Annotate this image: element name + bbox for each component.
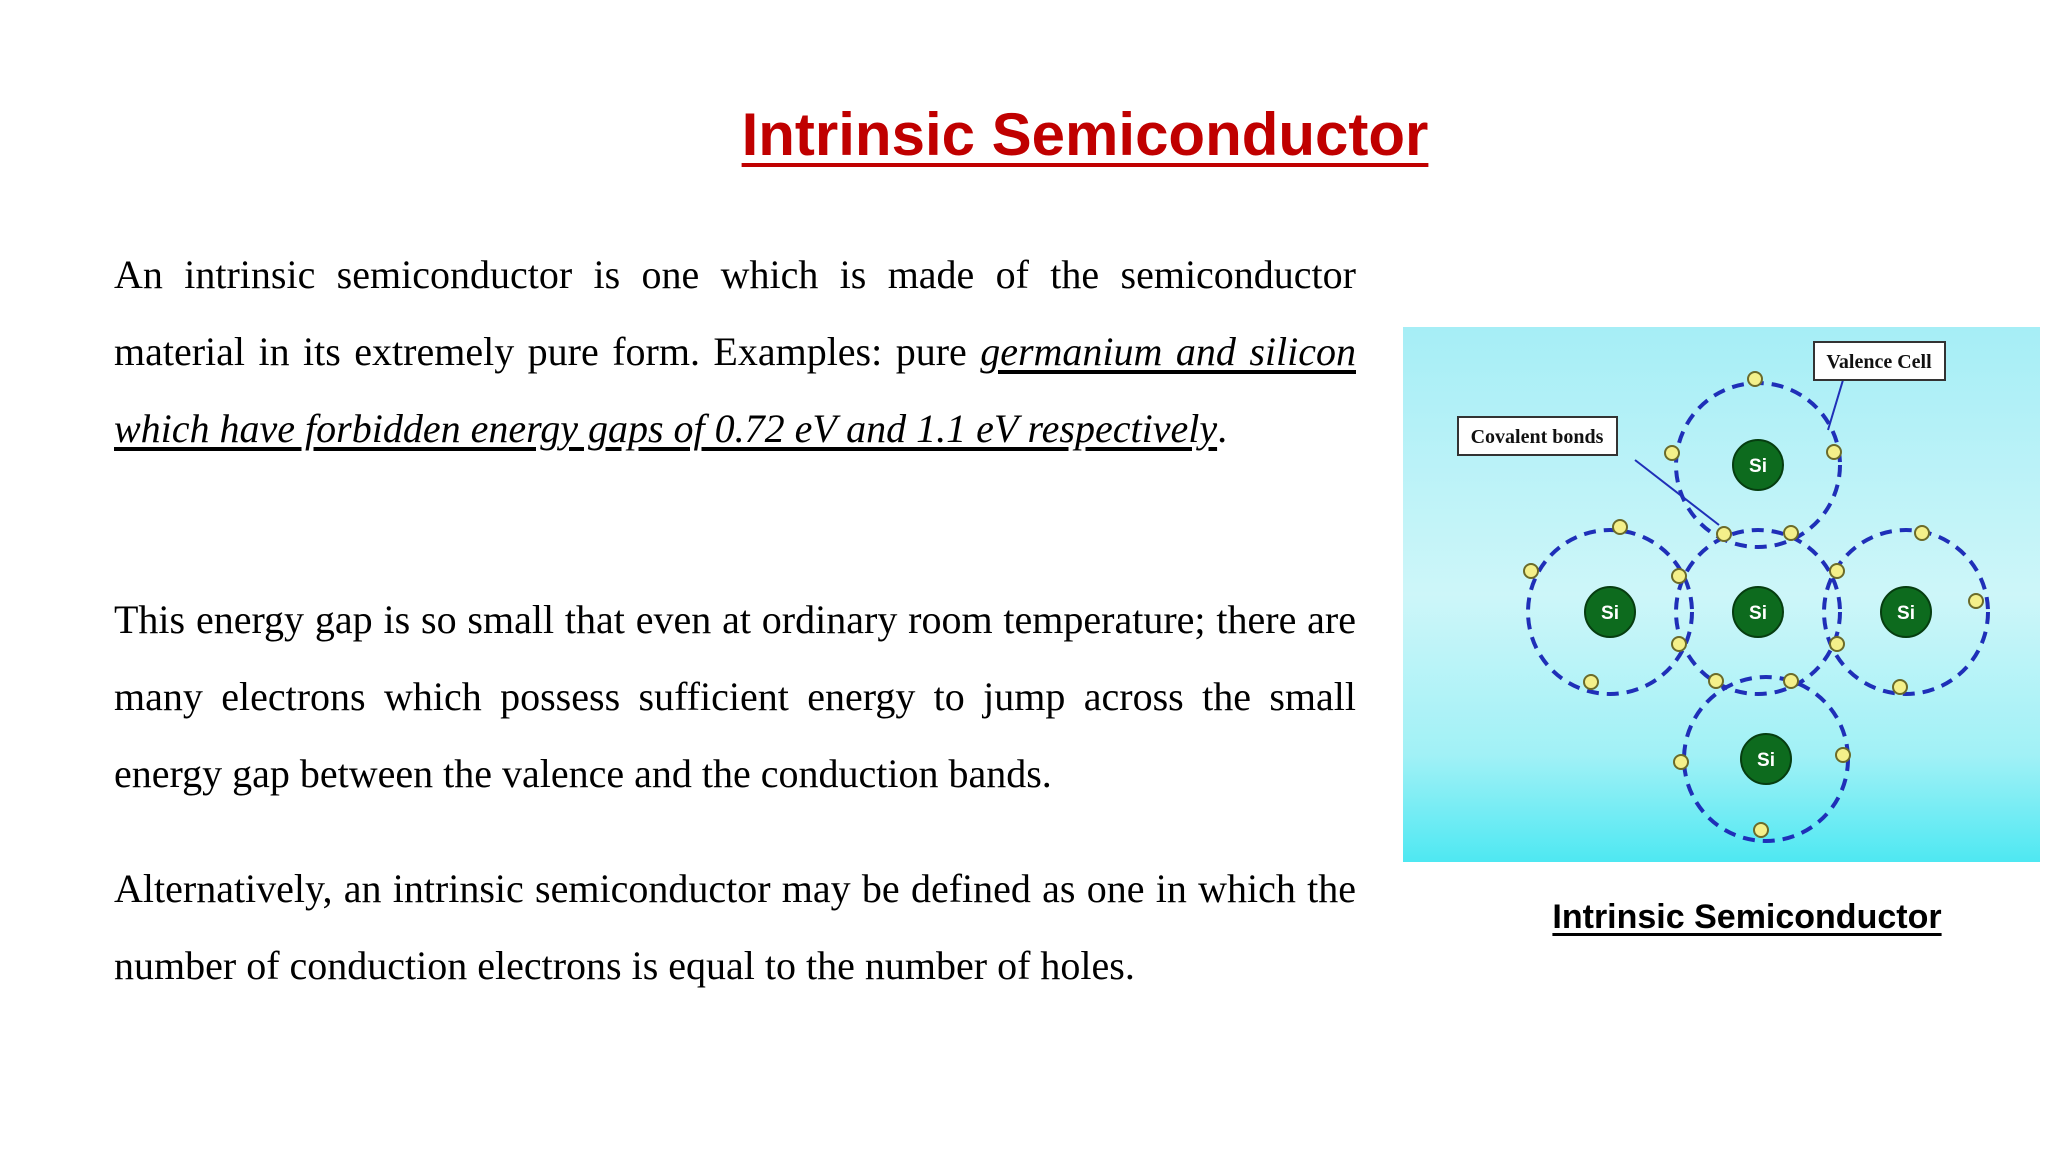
atom-center — [1733, 587, 1783, 637]
atom-top-label: Si — [1749, 456, 1767, 477]
electron — [1830, 564, 1844, 578]
paragraph-energy-gap-text: This energy gap is so small that even at ordinary room temperature; there are many electrons which possess sufficient energy to jump across the small energy gap between the valence and the conduction bands. — [114, 597, 1356, 796]
paragraph-energy-gap — [114, 581, 1356, 812]
electron — [1709, 674, 1723, 688]
electron — [1672, 637, 1686, 651]
paragraph-definition — [114, 236, 1356, 467]
electron — [1893, 680, 1907, 694]
atom-right — [1881, 587, 1931, 637]
paragraph-alternative-definition-text: Alternatively, an intrinsic semiconductor may be defined as one in which the number of conduction electrons is equal to the number of holes. — [114, 866, 1356, 988]
atom-right-label: Si — [1897, 603, 1915, 624]
electron — [1584, 675, 1598, 689]
electron — [1836, 748, 1850, 762]
paragraph-definition-end: . — [1217, 406, 1228, 451]
electron — [1748, 372, 1762, 386]
electron — [1717, 527, 1731, 541]
lattice-diagram — [1403, 327, 2040, 862]
paragraph-alternative-definition — [114, 850, 1356, 1004]
covalent-bonds-label-text: Covalent bonds — [1470, 426, 1604, 448]
electron — [1665, 446, 1679, 460]
paragraph-definition-text: An intrinsic semiconductor is one which is made of the semiconductor material in its extremely pure form. Examples: pure — [114, 252, 1356, 374]
figure-caption: Intrinsic Semiconductor — [1552, 898, 1942, 936]
electron — [1754, 823, 1768, 837]
electron — [1613, 520, 1627, 534]
atom-bottom-label: Si — [1757, 750, 1775, 771]
electron — [1830, 637, 1844, 651]
atom-left — [1585, 587, 1635, 637]
atom-bottom — [1741, 734, 1791, 784]
electron — [1524, 564, 1538, 578]
intrinsic-semiconductor-figure — [1403, 327, 2040, 862]
valence-cell-label-text: Valence Cell — [1826, 351, 1932, 373]
covalent-pointer-line — [1635, 460, 1719, 525]
electron — [1672, 569, 1686, 583]
electron — [1827, 445, 1841, 459]
atom-left-label: Si — [1601, 603, 1619, 624]
electron — [1784, 526, 1798, 540]
electron — [1915, 526, 1929, 540]
covalent-bonds-label — [1458, 417, 1617, 455]
atom-top — [1733, 440, 1783, 490]
slide-title: Intrinsic Semiconductor — [741, 101, 1429, 168]
electron — [1969, 594, 1983, 608]
valence-cell-label — [1814, 342, 1945, 380]
electron — [1674, 755, 1688, 769]
electron — [1784, 674, 1798, 688]
atom-center-label: Si — [1749, 603, 1767, 624]
valence-pointer-line — [1828, 380, 1843, 430]
paragraph-definition-examples: germanium and silicon which have forbidden energy gaps of 0.72 eV and 1.1 eV respectively — [114, 329, 1356, 451]
